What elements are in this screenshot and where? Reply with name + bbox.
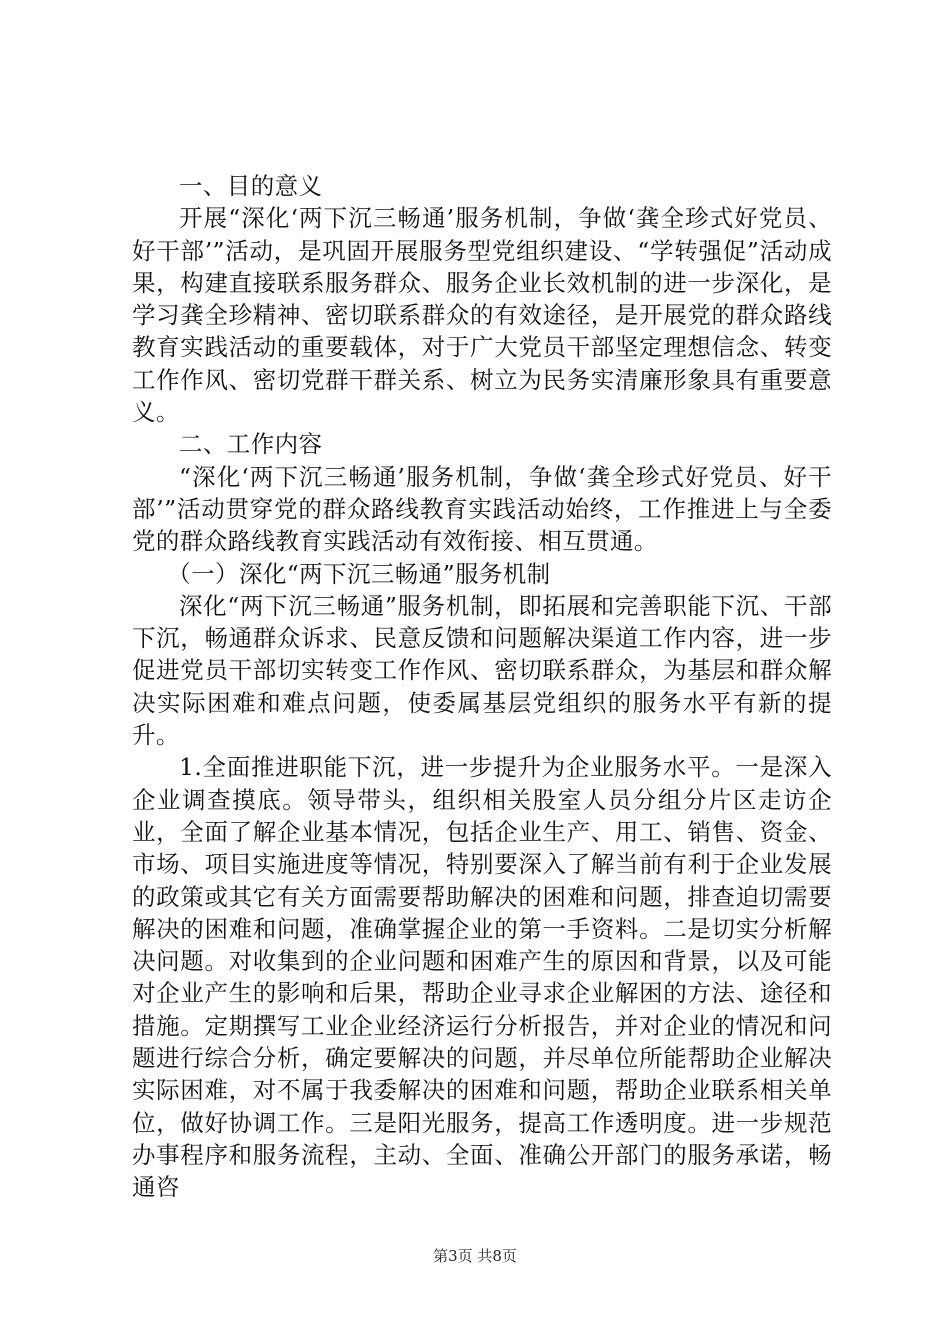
section-heading-work-content: 二、工作内容 [179,430,323,459]
page-footer: 第3页 共8页 [433,1247,517,1265]
subsection-heading-mechanism: （一）深化“两下沉三畅通”服务机制 [167,559,551,588]
paragraph-item-1: 1.全面推进职能下沉，进一步提升为企业服务水平。一是深入企业调查摸底。领导带头，组织相关股室人员分组分片区走访企业，全面了解企业基本情况，包括企业生产、用工、销售、资金、市场、项目实施进度等情况，特别要深入了解当前有利于企业发展的政策或其它有关方面需要帮助解决的困难和问题，排查迫切需要解决的困难和问题，准确掌握企业的第一手资料。二是切实分析解决问题。对收集到的企业问题和困难产生的原因和背景，以及可能对企业产生的影响和后果，帮助企业寻求企业解困的方法、途径和措施。定期撰写工业企业经济运行分析报告，并对企业的情况和问题进行综合分析，确定要解决的问题，并尽单位所能帮助企业解决实际困难，对不属于我委解决的困难和问题，帮助企业联系相关单位，做好协调工作。三是阳光服务，提高工作透明度。进一步规范办事程序和服务流程，主动、全面、准确公开部门的服务承诺，畅通咨 [132,753,832,1202]
paragraph-work-content: “深化‘两下沉三畅通’服务机制，争做‘龚全珍式好党员、好干部’”活动贯穿党的群众路线教育实践活动始终，工作推进上与全委党的群众路线教育实践活动有效衔接、相互贯通。 [132,462,832,556]
paragraph-mechanism: 深化“两下沉三畅通”服务机制，即拓展和完善职能下沉、干部下沉，畅通群众诉求、民意反馈和问题解决渠道工作内容，进一步促进党员干部切实转变工作作风、密切联系群众，为基层和群众解决实际困难和难点问题，使委属基层党组织的服务水平有新的提升。 [132,591,832,750]
document-body [132,170,832,1204]
paragraph-purpose: 开展“深化‘两下沉三畅通’服务机制，争做‘龚全珍式好党员、好干部’”活动，是巩固开展服务型党组织建设、“学转强促”活动成果，构建直接联系服务群众、服务企业长效机制的进一步深化，是学习龚全珍精神、密切联系群众的有效途径，是开展党的群众路线教育实践活动的重要载体，对于广大党员干部坚定理想信念、转变工作作风、密切党群干群关系、树立为民务实清廉形象具有重要意义。 [132,204,832,427]
section-heading-purpose: 一、目的意义 [179,172,323,200]
